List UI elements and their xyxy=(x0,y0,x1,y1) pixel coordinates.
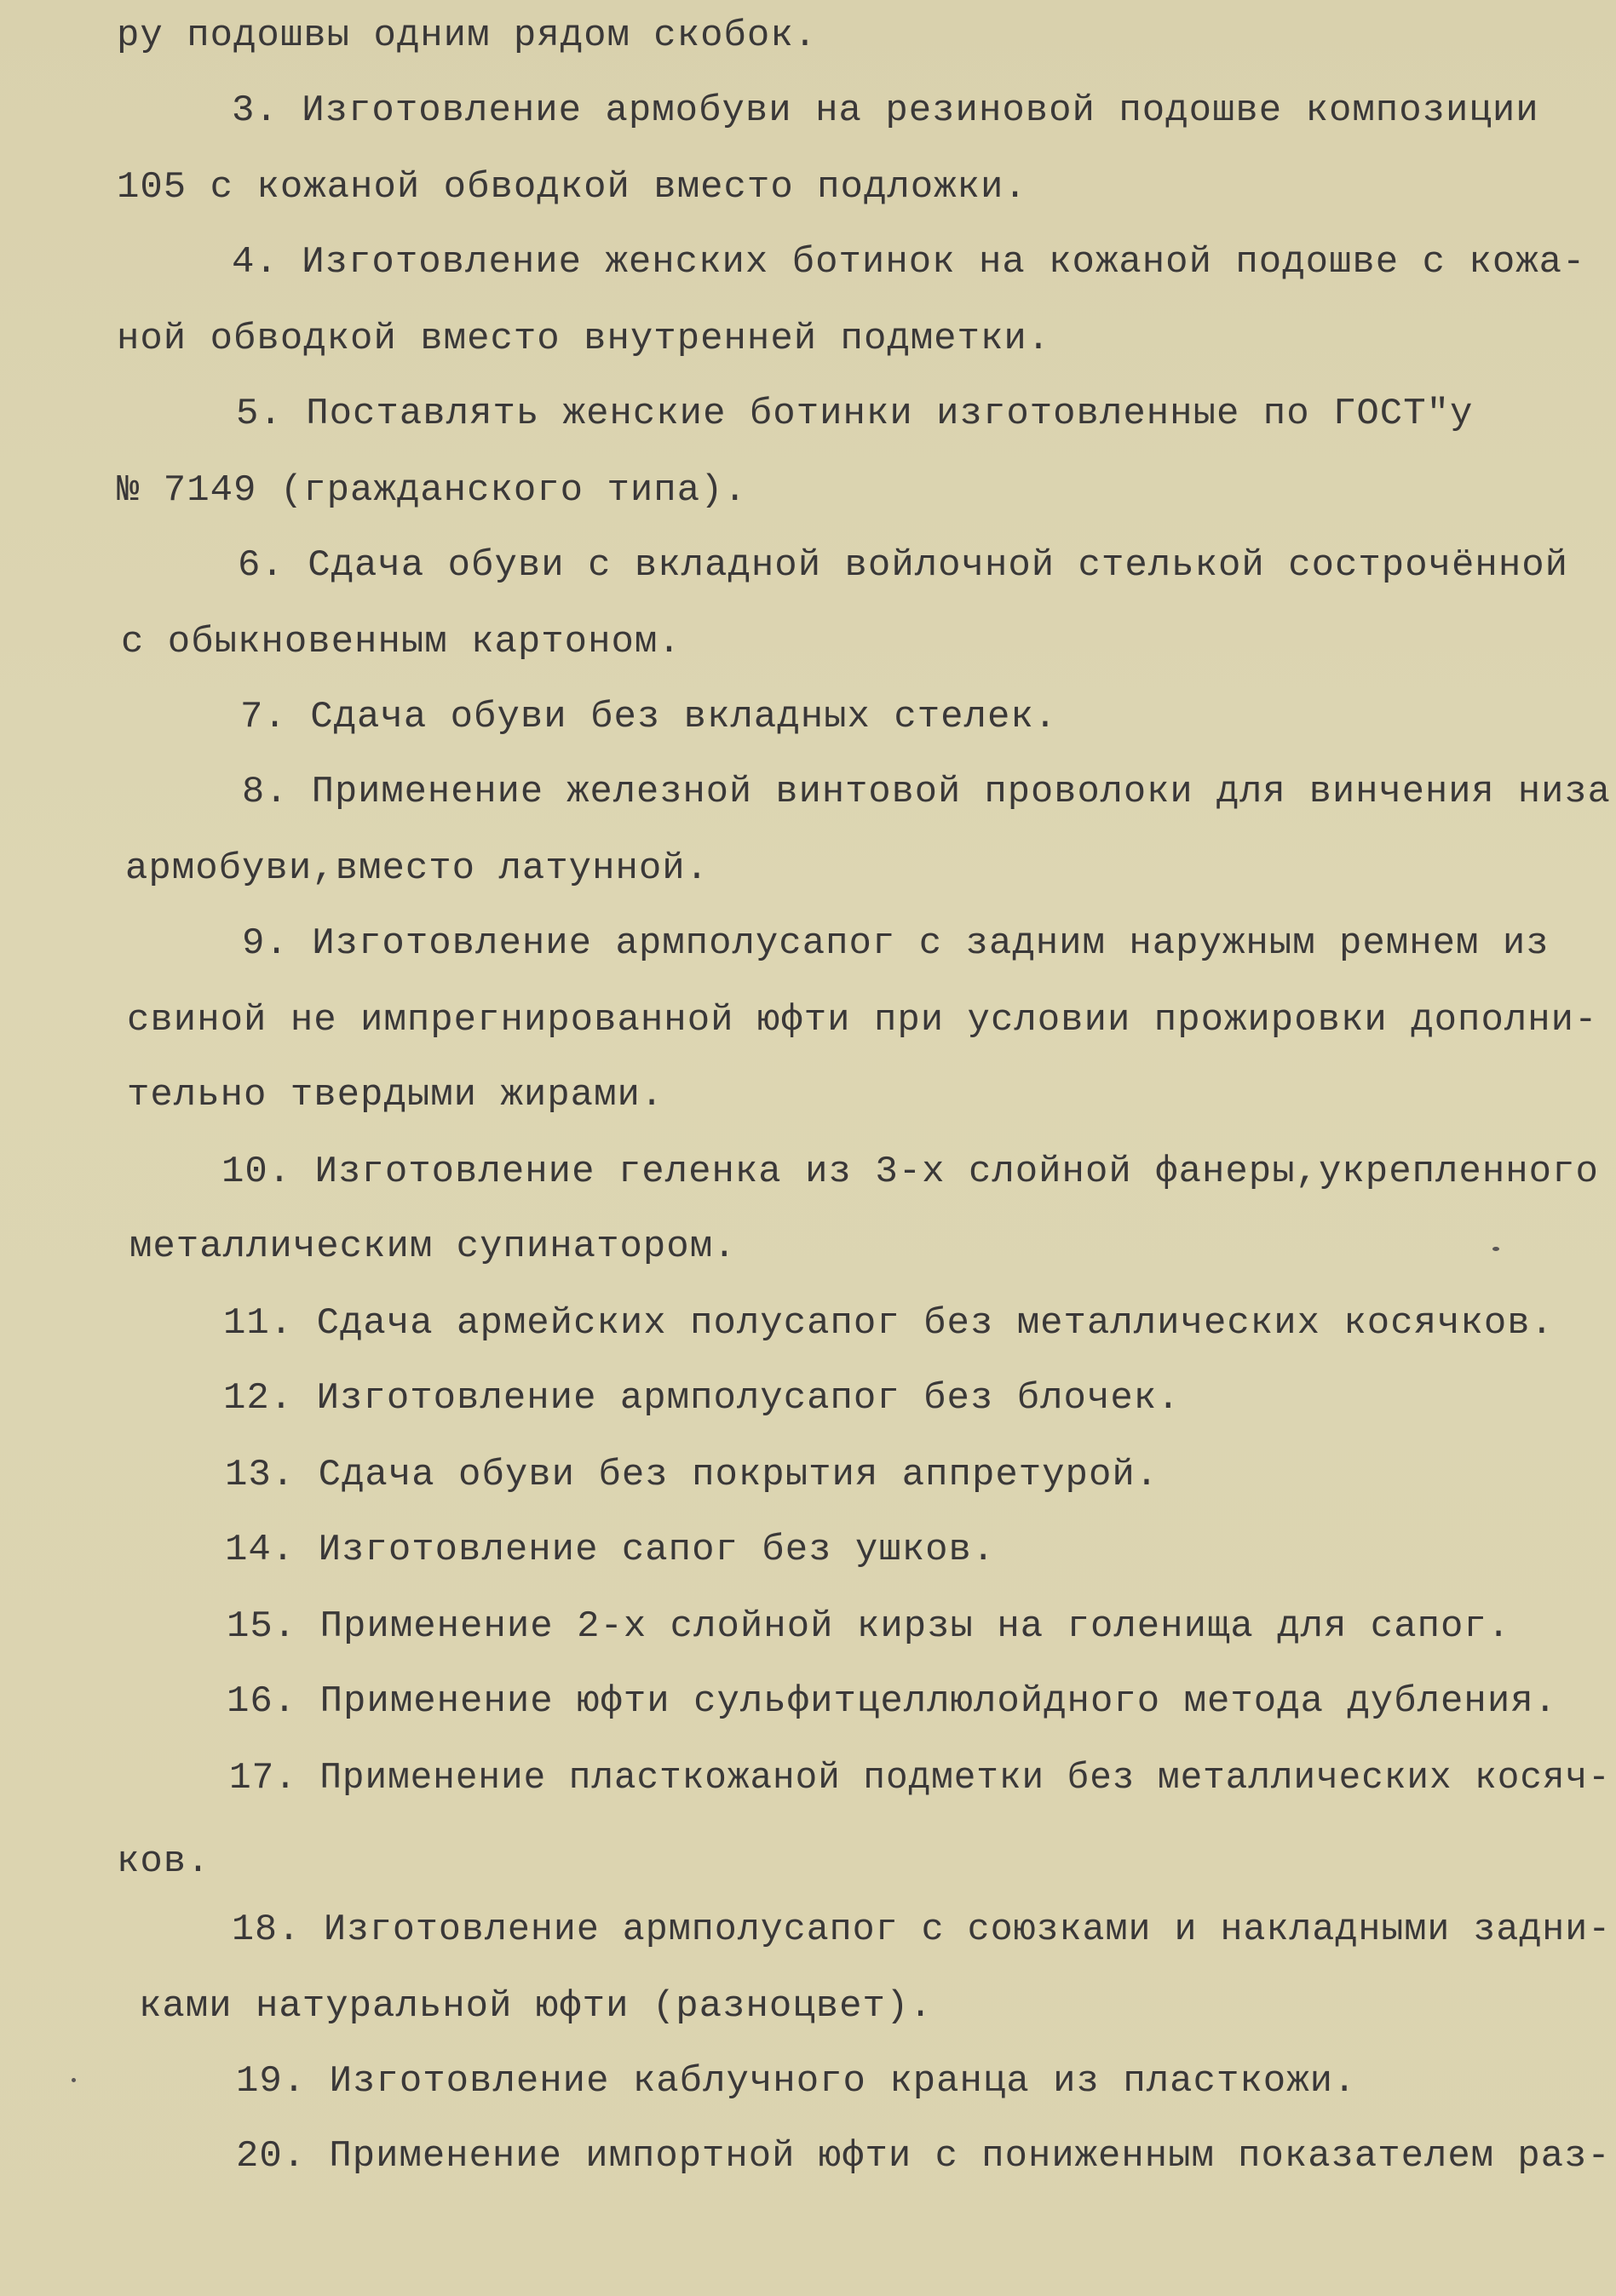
text-line: армобуви,вместо латунной. xyxy=(125,847,710,890)
text-line: 105 с кожаной обводкой вместо подложки. xyxy=(117,166,1027,209)
text-line: тельно твердыми жирами. xyxy=(127,1074,664,1116)
text-line: с обыкновенным картоном. xyxy=(121,621,681,663)
text-line: 17. Применение пласткожаной подметки без металлических косяч- xyxy=(229,1757,1611,1799)
text-line: 7. Сдача обуви без вкладных стелек. xyxy=(240,696,1058,738)
text-line: 3. Изготовление армобуви на резиновой подошве композиции xyxy=(232,89,1539,132)
text-line: 10. Изготовление геленка из 3-х слойной фанеры,укрепленного xyxy=(221,1151,1599,1193)
text-line: ной обводкой вместо внутренней подметки. xyxy=(117,318,1051,360)
text-line: 6. Сдача обуви с вкладной войлочной стелькой сострочённой xyxy=(238,544,1569,587)
text-line: 20. Применение импортной юфти с пониженным показателем раз- xyxy=(236,2135,1611,2178)
text-line: 8. Применение железной винтовой проволоки для винчения низа xyxy=(242,771,1611,813)
text-line: 18. Изготовление армполусапог с союзками и накладными задни- xyxy=(232,1909,1612,1951)
text-line: 15. Применение 2-х слойной кирзы на голенища для сапог. xyxy=(227,1605,1511,1648)
text-line: 12. Изготовление армполусапог без блочек. xyxy=(223,1377,1181,1420)
text-line: 19. Изготовление каблучного кранца из пласткожи. xyxy=(236,2060,1357,2103)
text-line: ру подошвы одним рядом скобок. xyxy=(117,14,818,57)
text-line: 11. Сдача армейских полусапог без металлических косячков. xyxy=(223,1302,1555,1345)
text-line: металлическим супинатором. xyxy=(129,1225,737,1268)
paper-speck xyxy=(72,2078,76,2082)
text-line: 14. Изготовление сапог без ушков. xyxy=(225,1529,996,1571)
text-line: свиной не импрегнированной юфти при условии прожировки дополни- xyxy=(127,999,1598,1042)
text-line: 4. Изготовление женских ботинок на кожаной подошве с кожа- xyxy=(232,241,1586,284)
text-line: ками натуральной юфти (разноцвет). xyxy=(139,1985,933,2028)
text-line: ков. xyxy=(117,1840,210,1883)
paper-speck xyxy=(1492,1247,1499,1251)
text-line: 9. Изготовление армполусапог с задним наружным ремнем из xyxy=(242,922,1550,965)
text-line: № 7149 (гражданского типа). xyxy=(117,469,747,512)
text-line: 5. Поставлять женские ботинки изготовленные по ГОСТ"у xyxy=(236,393,1474,435)
text-line: 13. Сдача обуви без покрытия аппретурой. xyxy=(225,1454,1159,1496)
text-line: 16. Применение юфти сульфитцеллюлойдного метода дубления. xyxy=(227,1680,1558,1723)
